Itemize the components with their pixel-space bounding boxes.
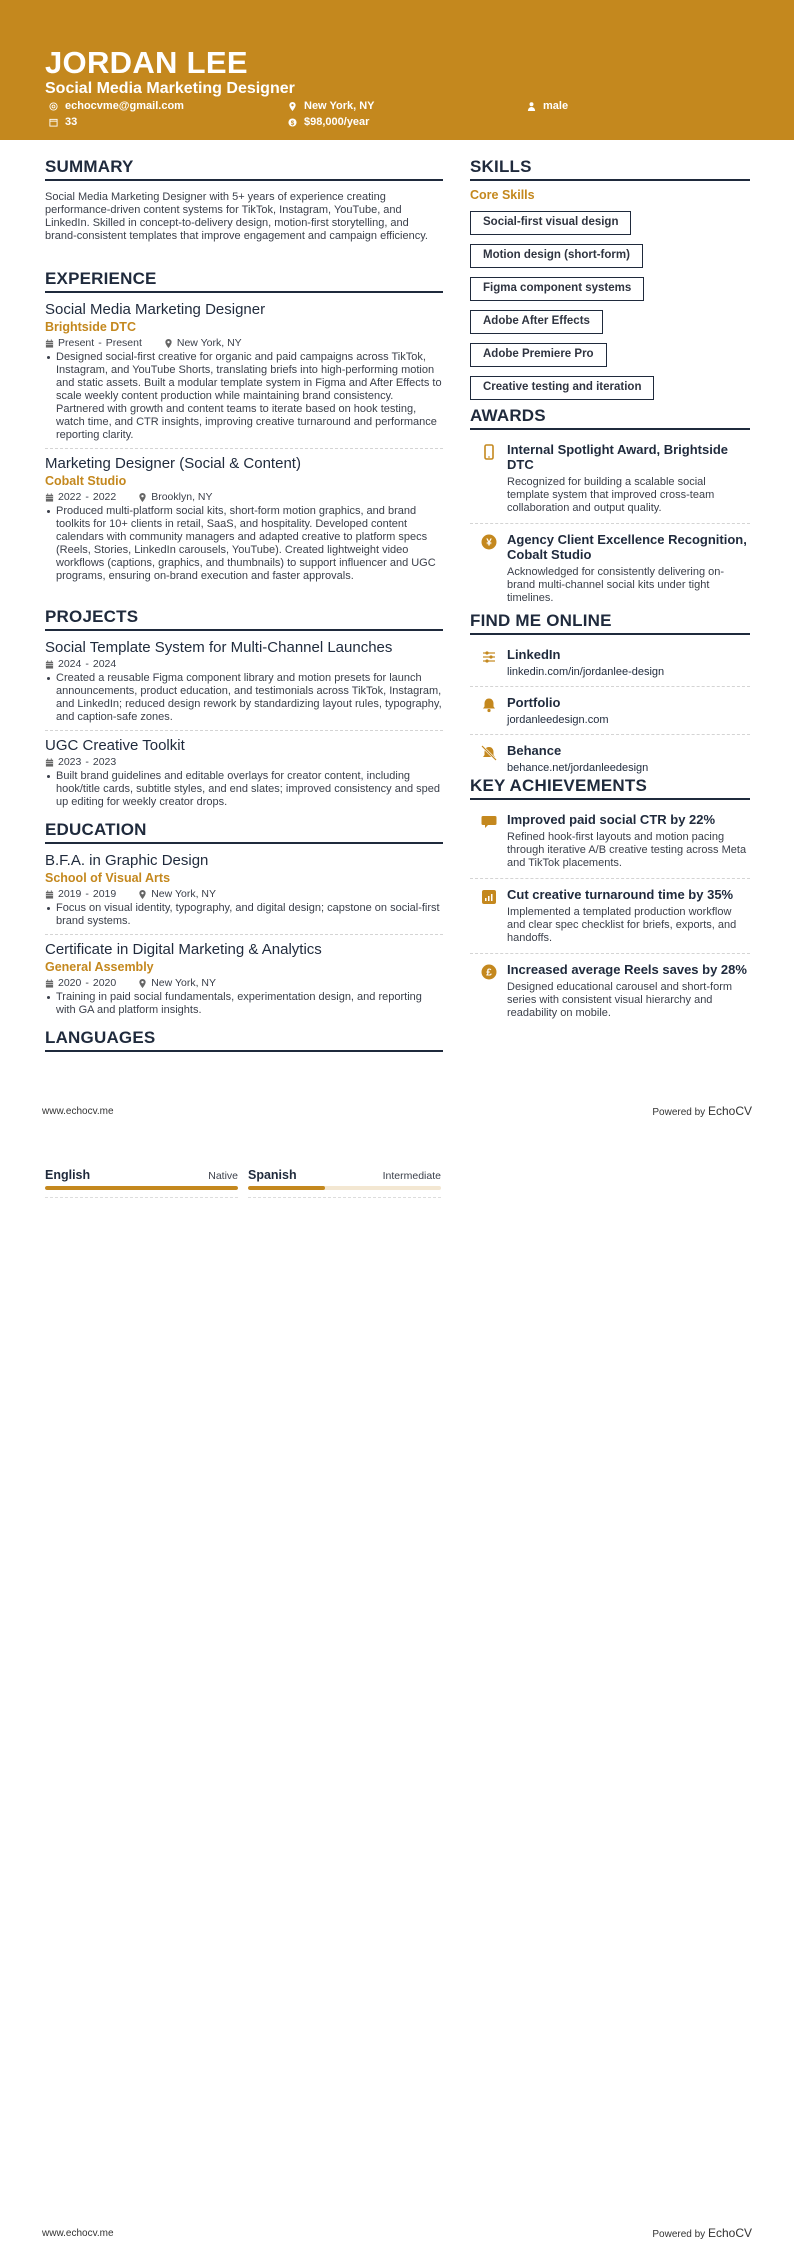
pin-icon [164,339,173,348]
money-icon [288,118,297,127]
yen-coin-icon [481,534,497,550]
entry-title: B.F.A. in Graphic Design [45,852,209,869]
language-level: Native [208,1170,238,1182]
education-section [45,820,443,1017]
divider [248,1197,441,1198]
entry-title: Marketing Designer (Social & Content) [45,455,301,472]
contact-age: 33 [49,116,77,128]
calendar-icon [45,758,54,767]
entry-meta: 2019 - 2019 New York, NY [45,887,443,902]
mobile-icon [481,444,497,460]
awards-item [470,442,750,515]
skills-section [470,157,750,400]
item-title: Improved paid social CTR by 22% [507,812,716,827]
proficiency-fill [248,1186,325,1190]
bullet-item: Created a reusable Figma component library and motion presets for launch announcements, product education, and testimonials across TikTok, Instagram, and LinkedIn; reduced design rework by standardizing layout rules, typography, and caption-safe zones. [45,672,443,724]
entry-meta: 2022 - 2022 Brooklyn, NY [45,490,443,505]
calendar-icon [49,118,58,127]
pin-icon [138,890,147,899]
entry-title: Social Template System for Multi-Channel Launches [45,639,393,656]
item-title: LinkedIn [507,647,561,662]
divider [45,1197,238,1198]
projects-entry [45,737,443,809]
footer-site[interactable]: www.echocv.me [42,2228,114,2239]
item-title: Increased average Reels saves by 28% [507,962,747,977]
item-title: Internal Spotlight Award, Brightside DTC [507,442,729,472]
experience-entry [45,301,443,442]
skill-tag: Motion design (short-form) [470,244,643,268]
calendar-icon [45,890,54,899]
language-name: Spanish [248,1168,297,1182]
entry-bullets [45,351,443,442]
item-title: Portfolio [507,695,561,710]
svg-text:$: $ [290,119,295,127]
entry-meta: 2023 - 2023 [45,755,443,770]
item-url[interactable]: linkedin.com/in/jordanlee-design [507,666,665,678]
footer-powered: Powered by EchoCV [652,1104,752,1118]
divider [45,448,443,449]
calendar-icon [45,339,54,348]
speech-bubble-icon [481,814,497,830]
entry-bullets [45,505,443,583]
achievements-section [470,776,750,1020]
resume-header [0,0,794,140]
section-heading: EXPERIENCE [45,269,443,293]
language-level: Intermediate [382,1170,441,1182]
projects-section [45,607,443,809]
entry-bullets [45,770,443,809]
entry-title: UGC Creative Toolkit [45,737,185,754]
bullet-item: Training in paid social fundamentals, experimentation design, and reporting with GA and platform insights. [45,991,443,1017]
user-icon [527,102,536,111]
entry-title: Certificate in Digital Marketing & Analytics [45,941,322,958]
bell-icon [481,697,497,713]
achievements-item [470,962,750,1020]
item-desc: Implemented a templated production workflow and clear spec checklist for briefs, exports, and handoffs. [507,906,737,944]
item-title: Agency Client Excellence Recognition, Cobalt Studio [507,532,747,562]
achievements-item [470,887,750,945]
section-heading: AWARDS [470,406,750,430]
skill-category: Core Skills [470,188,535,202]
skill-tag: Adobe Premiere Pro [470,343,607,367]
svg-text:¥: ¥ [485,537,492,549]
contact-gender: male [527,100,568,112]
divider [45,730,443,731]
divider [470,523,750,524]
entry-meta: 2024 - 2024 [45,657,443,672]
online-item[interactable] [470,743,750,774]
awards-section [470,406,750,605]
divider [470,953,750,954]
item-url[interactable]: jordanleedesign.com [507,714,609,726]
entry-bullets [45,902,443,928]
bar-chart-icon [481,889,497,905]
item-desc: Refined hook-first layouts and motion pacing through iterative A/B creative testing across Meta and TikTok placements. [507,831,747,869]
entry-organization: Cobalt Studio [45,474,127,488]
divider [470,686,750,687]
pin-icon [288,102,297,111]
online-item[interactable] [470,695,750,726]
proficiency-bar [248,1186,441,1190]
calendar-icon [45,660,54,669]
proficiency-bar [45,1186,238,1190]
entry-title: Social Media Marketing Designer [45,301,266,318]
achievements-item [470,812,750,870]
section-heading: FIND ME ONLINE [470,611,750,635]
item-title: Behance [507,743,562,758]
language-item [248,1168,441,1198]
candidate-name: JORDAN LEE [45,45,248,80]
experience-section [45,269,443,583]
skill-tag: Creative testing and iteration [470,376,654,400]
contact-location: New York, NY [288,100,375,112]
bell-slash-icon [481,745,497,761]
sliders-icon [481,649,497,665]
divider [45,934,443,935]
section-heading: PROJECTS [45,607,443,631]
item-desc: Acknowledged for consistently delivering on-brand multi-channel social kits under tight timelines. [507,566,725,604]
entry-bullets [45,991,443,1017]
candidate-title: Social Media Marketing Designer [45,80,295,97]
footer-powered: Powered by EchoCV [652,2226,752,2240]
entry-organization: General Assembly [45,960,154,974]
calendar-icon [45,979,54,988]
skill-tag: Adobe After Effects [470,310,603,334]
calendar-icon [45,493,54,502]
education-entry [45,941,443,1017]
bullet-item: Designed social-first creative for organic and paid campaigns across TikTok, Instagram, and YouTube Shorts, translating briefs into high-performing motion and static assets. Built a modular template system in Figma and After Effects to scale weekly content production while maintaining brand consistency. Partnered with growth and content teams to iterate based on hook testing, watch time, and CTR insights, improving creative turnaround and performance reporting clarity. [45,351,443,442]
section-heading: SUMMARY [45,157,443,181]
section-heading: SKILLS [470,157,750,181]
svg-text:£: £ [485,967,492,979]
proficiency-fill [45,1186,238,1190]
skill-tag: Figma component systems [470,277,644,301]
experience-entry [45,455,443,583]
entry-meta: Present - Present New York, NY [45,336,443,351]
divider [470,734,750,735]
section-heading: LANGUAGES [45,1028,443,1052]
at-icon [49,102,58,111]
pin-icon [138,979,147,988]
online-section [470,611,750,774]
item-url[interactable]: behance.net/jordanleedesign [507,762,649,774]
divider [470,878,750,879]
pin-icon [138,493,147,502]
online-item[interactable] [470,647,750,678]
footer-site[interactable]: www.echocv.me [42,1106,114,1117]
item-title: Cut creative turnaround time by 35% [507,887,734,902]
language-item [45,1168,238,1198]
languages-section [45,1028,443,1052]
projects-entry [45,639,443,724]
summary-section [45,157,443,243]
awards-item [470,532,750,605]
section-heading: KEY ACHIEVEMENTS [470,776,750,800]
language-name: English [45,1168,91,1182]
entry-bullets [45,672,443,724]
entry-organization: Brightside DTC [45,320,136,334]
education-entry [45,852,443,928]
contact-email: echocvme@gmail.com [49,100,184,112]
bullet-item: Built brand guidelines and editable overlays for creator content, including hook/title cards, subtitle styles, and end slates; improved consistency and sped up editing for weekly creator drops. [45,770,443,809]
bullet-item: Focus on visual identity, typography, and digital design; capstone on social-first brand systems. [45,902,443,928]
bullet-item: Produced multi-platform social kits, short-form motion graphics, and brand toolkits for 10+ clients in retail, SaaS, and hospitality. Developed content calendars with community managers and adapted creative to platform specs (Reels, Stories, LinkedIn carousels, YouTube). Created lightweight video workflows (captions, graphics, and thumbnails) to support influencer and UGC programs, ensuring on-brand execution and faster approvals. [45,505,443,583]
section-heading: EDUCATION [45,820,443,844]
item-desc: Designed educational carousel and short-form series with consistent visual hierarchy and readability on mobile. [507,981,733,1019]
item-desc: Recognized for building a scalable social template system that improved cross-team collaboration and output quality. [507,476,715,514]
skill-tag: Social-first visual design [470,211,631,235]
entry-meta: 2020 - 2020 New York, NY [45,976,443,991]
pound-coin-icon [481,964,497,980]
contact-salary: $ $98,000/year [288,116,369,128]
summary-text: Social Media Marketing Designer with 5+ years of experience creating performance-driven content systems for TikTok, Instagram, YouTube, and LinkedIn. Skilled in concept-to-delivery design, motion-first storytelling, and brand-consistent templates that improve engagement and campaign efficiency. [45,191,428,242]
entry-organization: School of Visual Arts [45,871,171,885]
